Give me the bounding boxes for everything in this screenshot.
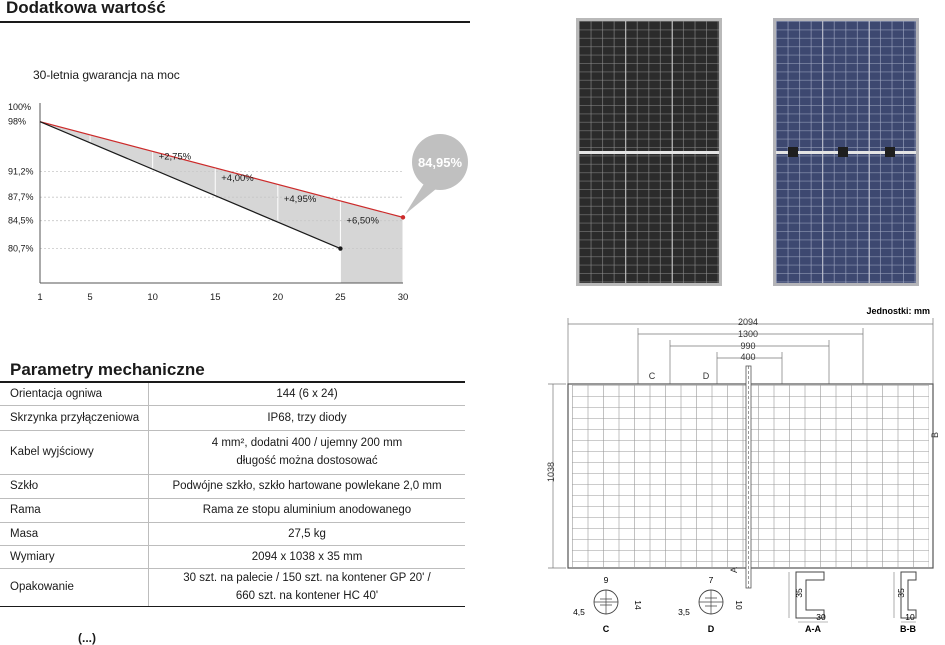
spec-label: Wymiary (0, 545, 149, 568)
spec-label: Opakowanie (0, 568, 149, 606)
spec-row (0, 568, 465, 606)
junction-box (838, 147, 848, 157)
partial-next-section: (...) (78, 631, 96, 645)
chart-series-standard (40, 122, 340, 249)
panel-back-image (773, 18, 919, 286)
spec-table (0, 383, 465, 607)
chart-x-tick-label: 15 (209, 292, 221, 303)
spec-row (0, 522, 465, 545)
spec-label: Masa (0, 522, 149, 545)
spec-row (0, 474, 465, 498)
spec-label: Rama (0, 498, 149, 522)
chart-y-tick-label: 100% (8, 102, 32, 112)
chart-x-tick-label: 5 (87, 292, 93, 303)
spec-value-line: 4 mm², dodatni 400 / ujemny 200 mm (211, 437, 403, 449)
spec-row (0, 545, 465, 568)
svg-text:9: 9 (603, 575, 609, 585)
chart-point-standard-end (338, 246, 342, 250)
chart-y-tick-label: 91,2% (8, 166, 34, 177)
spec-label: Orientacja ogniwa (0, 383, 149, 405)
chart-y-tick-label: 80,7% (8, 243, 34, 254)
chart-callout-label: 84,95% (417, 155, 463, 170)
chart-y-tick-label: 84,5% (8, 215, 34, 226)
chart-x-tick-label: 1 (37, 292, 43, 303)
marker-a-bottom: A (729, 566, 739, 574)
spec-value: 2094 x 1038 x 35 mm (149, 545, 466, 568)
chart-gain-label: +6,50% (346, 215, 379, 227)
spec-value (149, 430, 466, 474)
spec-value-line: 30 szt. na palecie / 150 szt. na kontener GP 20' / (183, 572, 431, 584)
spec-row (0, 383, 465, 405)
svg-text:10: 10 (734, 600, 744, 610)
warranty-chart (0, 95, 470, 310)
svg-text:C: C (602, 624, 610, 634)
panel-front-image (576, 18, 722, 286)
junction-box (885, 147, 895, 157)
marker-c: C (648, 371, 656, 381)
svg-text:7: 7 (708, 575, 714, 585)
dim-length: 2094 (737, 317, 759, 327)
spec-row (0, 498, 465, 522)
spec-value-line: 660 szt. na kontener HC 40' (235, 590, 379, 602)
chart-y-tick-label: 98% (8, 116, 27, 127)
svg-text:10: 10 (905, 612, 915, 622)
svg-text:35: 35 (896, 588, 906, 598)
detail-a-a (789, 572, 828, 634)
chart-gain-label: +4,00% (221, 172, 254, 184)
spec-label: Szkło (0, 474, 149, 498)
dim-height: 1038 (546, 461, 556, 483)
marker-d: D (702, 371, 710, 381)
chart-y-tick-label: 87,7% (8, 192, 34, 203)
chart-gain-area (40, 122, 403, 283)
spec-row (0, 430, 465, 474)
svg-text:35: 35 (794, 588, 804, 598)
spec-row (0, 405, 465, 430)
units-label: Jednostki: mm (866, 306, 930, 316)
svg-text:14: 14 (633, 600, 643, 610)
spec-value-line: długość można dostosować (236, 455, 378, 467)
svg-text:3,5: 3,5 (678, 607, 690, 617)
spec-label: Skrzynka przyłączeniowa (0, 405, 149, 430)
chart-x-tick-label: 25 (335, 292, 346, 303)
dim-1300: 1300 (737, 329, 759, 339)
panel-split (579, 151, 719, 154)
spec-value: IP68, trzy diody (149, 405, 466, 430)
spec-value (149, 568, 466, 606)
dim-990: 990 (740, 341, 756, 351)
detail-c (573, 575, 643, 634)
spec-value: Rama ze stopu aluminium anodowanego (149, 498, 466, 522)
detail-d (678, 575, 744, 634)
svg-text:30: 30 (816, 612, 826, 622)
chart-x-tick-label: 20 (272, 292, 284, 303)
svg-text:4,5: 4,5 (573, 607, 585, 617)
spec-value: 144 (6 x 24) (149, 383, 466, 405)
spec-value: Podwójne szkło, szkło hartowane powlekane 2,0 mm (149, 474, 466, 498)
chart-series-linear (40, 122, 403, 218)
dim-400: 400 (740, 352, 756, 362)
chart-gain-label: +2,75% (158, 151, 192, 163)
junction-box (788, 147, 798, 157)
chart-x-tick-label: 10 (147, 292, 158, 303)
title-rule (0, 21, 470, 23)
mechanical-title: Parametry mechaniczne (10, 360, 205, 379)
chart-x-tick-label: 30 (397, 292, 409, 303)
chart-gain-label: +4,95% (283, 194, 317, 206)
svg-text:D: D (707, 624, 715, 634)
svg-text:A-A: A-A (805, 624, 821, 634)
section-title: Dodatkowa wartość (6, 0, 166, 17)
chart-point-linear-end (401, 215, 405, 219)
spec-label: Kabel wyjściowy (0, 430, 149, 474)
svg-text:B-B: B-B (900, 624, 916, 634)
marker-b-right: B (930, 431, 940, 439)
spec-value: 27,5 kg (149, 522, 466, 545)
technical-drawing (548, 300, 943, 639)
detail-b-b (894, 572, 916, 634)
chart-title: 30-letnia gwarancja na moc (33, 68, 180, 82)
